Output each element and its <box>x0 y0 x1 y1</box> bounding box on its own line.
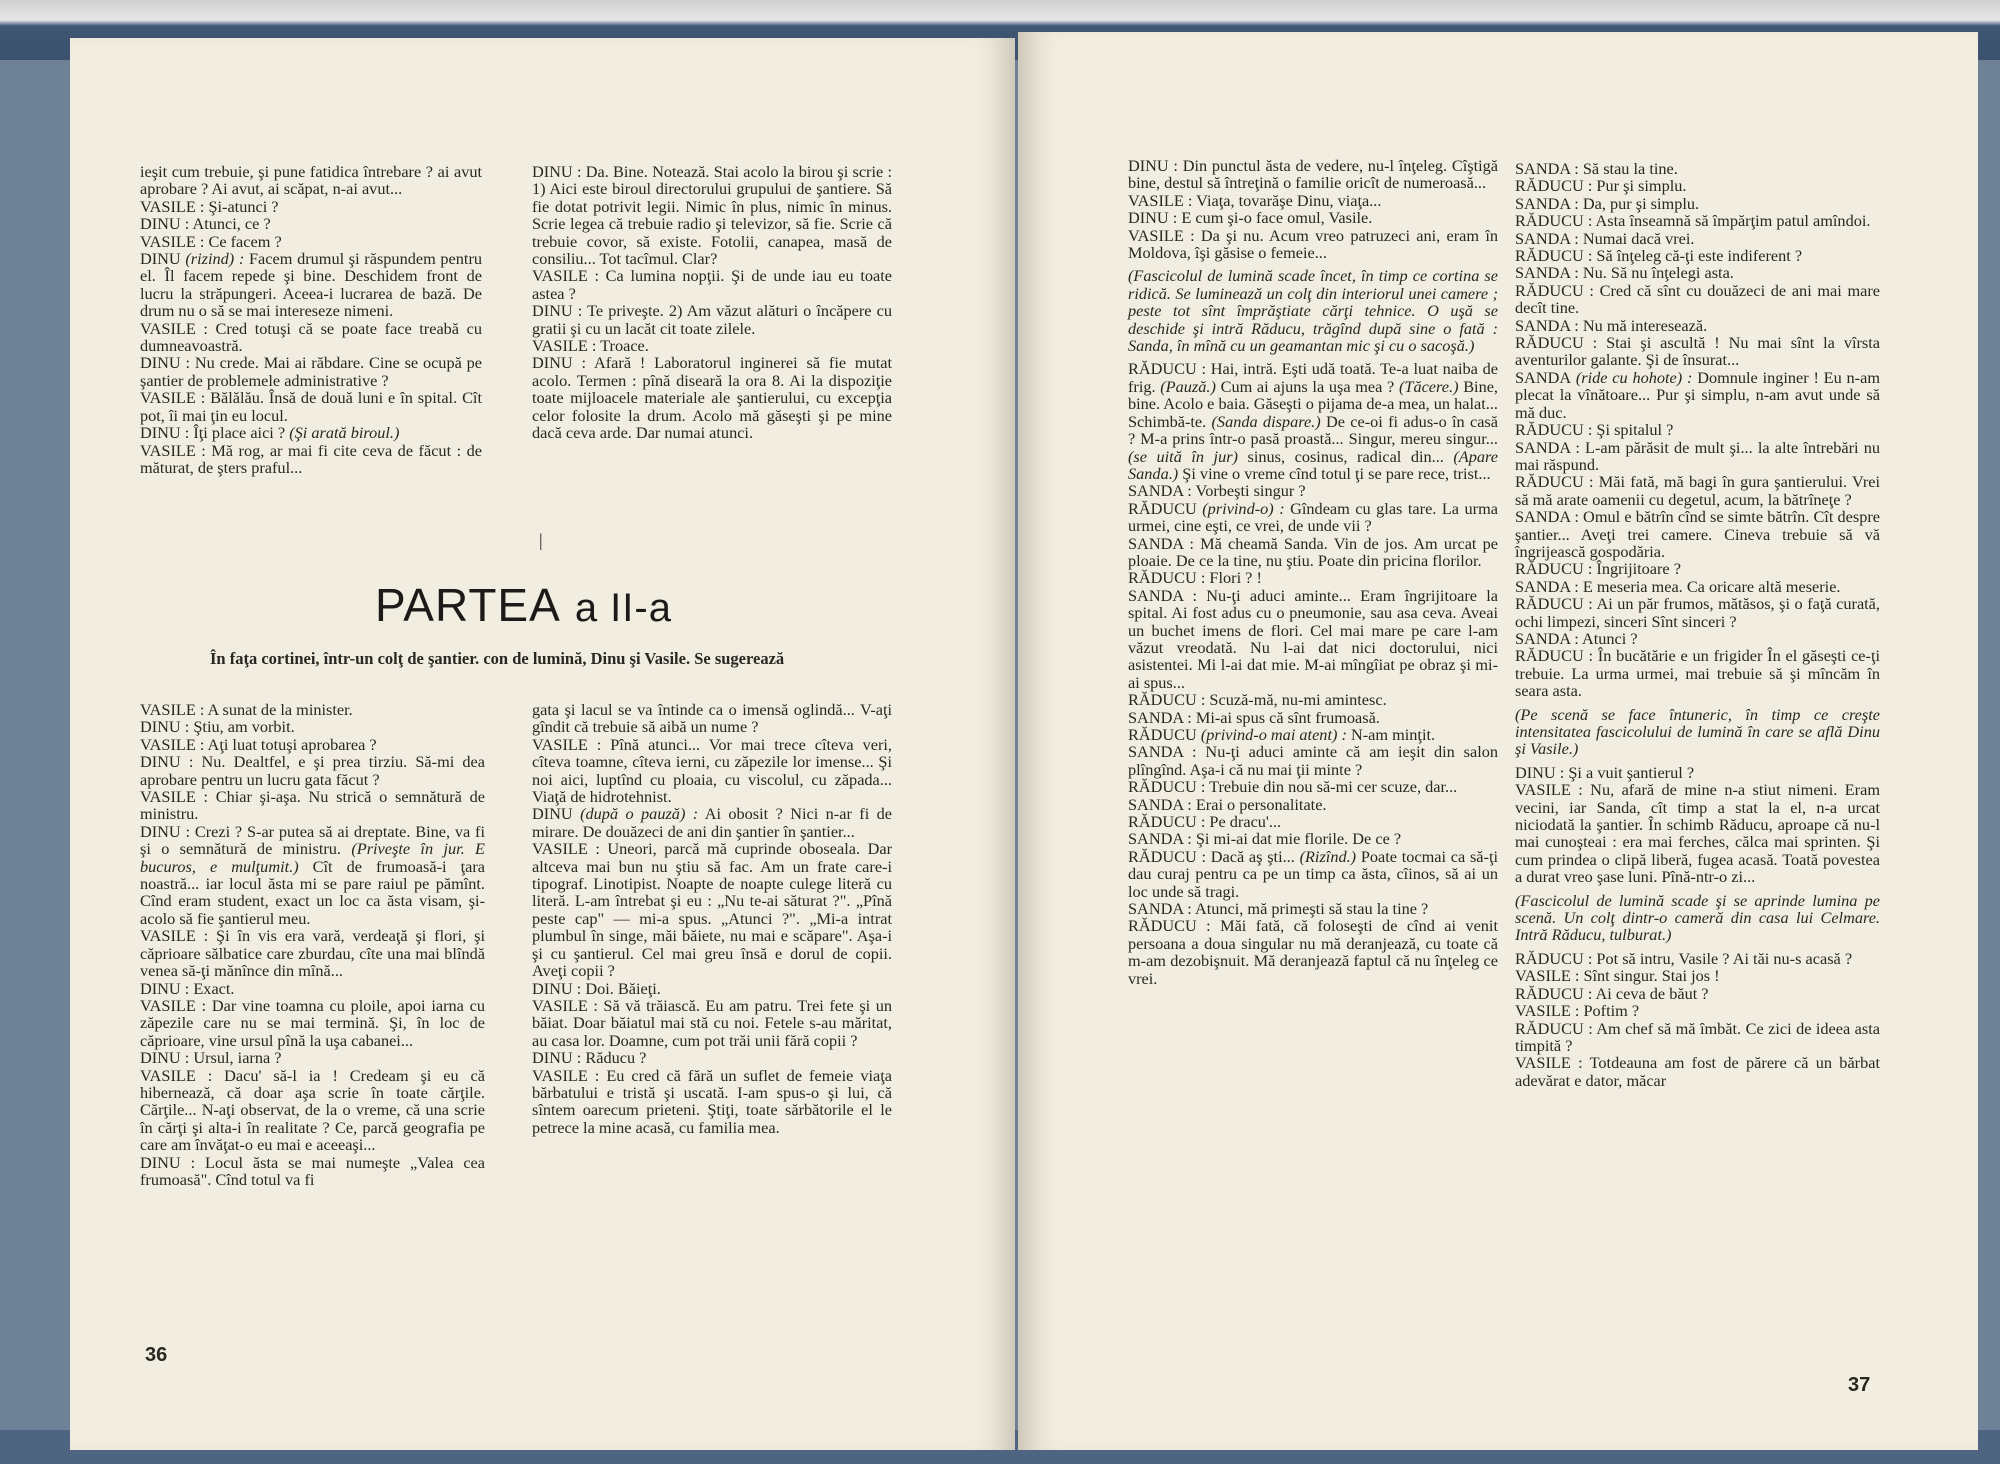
line-text: Te priveşte. 2) Am văzut alături o încăpere cu gratii şi cu un lacăt cit toate zilele. <box>532 301 892 338</box>
line-text: Atunci ? <box>1578 628 1638 648</box>
right-column-1 <box>1128 157 1498 987</box>
line-text: sinus, cosinus, radical din... <box>1237 446 1444 466</box>
dialogue-line <box>532 1067 892 1137</box>
speaker-name: VASILE : <box>140 388 206 408</box>
dialogue-line <box>140 424 482 441</box>
speaker-name: RĂDUCU : <box>1128 812 1206 832</box>
line-text: Vorbeşti singur ? <box>1191 481 1306 501</box>
speaker-name: VASILE : <box>140 700 205 719</box>
speaker-name: SANDA : <box>1128 829 1192 849</box>
speaker-name: VASILE : <box>532 1065 600 1085</box>
speaker-name: DINU : <box>140 423 190 443</box>
dialogue-line <box>1515 630 1880 647</box>
dialogue-line <box>1515 647 1880 699</box>
line-text: Ai un păr frumos, mătăsos, şi o faţă curată, ochi limpezi, sinceri Sînt sinceri ? <box>1515 594 1880 631</box>
line-text: Atunci, ce ? <box>189 214 271 234</box>
dialogue-line <box>1515 764 1880 781</box>
line-text: Cred că sînt cu douăzeci de ani mai mare decît tine. <box>1515 280 1880 318</box>
line-text: Crezi ? S-ar putea să ai dreptate. Bine, va fi şi o semnătură de ministru. <box>140 821 486 859</box>
line-text: Şi mi-ai dat mie florile. De ce ? <box>1191 829 1402 849</box>
speaker-name: RĂDUCU : <box>1515 333 1598 353</box>
dialogue-line <box>1128 900 1498 917</box>
speaker-name: SANDA <box>1515 367 1572 387</box>
line-text: A sunat de la minister. <box>204 700 353 719</box>
speaker-name: VASILE : <box>140 318 208 338</box>
line-text: Doi. Băieţi. <box>581 978 661 998</box>
left-column-lower-1 <box>140 701 485 1188</box>
dialogue-line <box>1515 177 1880 194</box>
speaker-name: DINU : <box>532 162 582 181</box>
dialogue-line <box>140 788 485 823</box>
dialogue-line <box>1515 985 1880 1002</box>
dialogue-line <box>1515 421 1880 438</box>
dialogue-line <box>1515 595 1880 630</box>
speaker-name: DINU <box>140 249 181 269</box>
line-text: Nu-ţi aduci aminte... Eram îngrijitoare la spital. Ai fost adus cu o pneumonie, sau asa ceva. Aveai un buchet imens de flori. Cel mai mare pe care l-am văzut vreodată. Nu l-ai dat nici doctorului, nici asistentei. Mi l-ai dat mie. M-ai mîngîiat pe obraz şi mi-ai spus... <box>1128 585 1498 692</box>
line-text: Nu crede. Mai ai răbdare. Cine se ocupă pe şantier de problemele administrative ? <box>140 353 483 390</box>
line-text: Nu, afară de mine n-a stiut nimeni. Eram vecini, iar Sanda, cît timp a stat la el, n-a urcat niciodată la şantier. În schimb Răducu, aproape că nu-l mai cunoşteai : era mai ferches, călca mai sprinten. Şi cum prindea o clipă liberă, fugea acasă. Toată povestea a durat vreo şase luni. Pînă-ntr-o zi... <box>1515 780 1880 887</box>
dialogue-line <box>532 805 892 840</box>
dialogue-line <box>532 163 892 267</box>
dialogue-line <box>1128 691 1498 708</box>
dialogue-line <box>1128 157 1498 192</box>
dialogue-line <box>1515 439 1880 474</box>
dialogue-line <box>140 997 485 1049</box>
dialogue-line <box>1515 1020 1880 1055</box>
dialogue-line <box>1128 192 1498 209</box>
dialogue-line <box>1515 264 1880 281</box>
dialogue-line <box>532 354 892 441</box>
dialogue-line <box>140 215 482 232</box>
dialogue-line <box>532 337 892 354</box>
line-text: Şi în vis era vară, verdeaţă şi flori, şi căprioare sălbatice care zburdau, cîte una mai blîndă venea să-ţi mănînce din mînă... <box>140 926 485 981</box>
speaker-direction: (privind-o mai atent) : <box>1196 725 1347 744</box>
line-text: Gîndeam cu glas tare. La urma urmei, cine eşti, ce vrei, de unde vii ? <box>1128 498 1498 536</box>
speaker-name: VASILE : <box>532 336 597 356</box>
dialogue-line <box>1515 212 1880 229</box>
inline-direction: (Tăcere.) <box>1394 376 1459 396</box>
dialogue-line <box>1128 778 1498 795</box>
line-text: Da, pur şi simplu. <box>1578 193 1700 213</box>
dialogue-line <box>532 736 892 806</box>
dialogue-line <box>1515 950 1880 967</box>
line-text: Scuză-mă, nu-mi amintesc. <box>1205 690 1387 710</box>
dialogue-line <box>532 980 892 997</box>
speaker-name: VASILE : <box>140 1065 213 1085</box>
speaker-name: SANDA : <box>1128 794 1192 814</box>
line-text: Pe dracu'... <box>1205 812 1282 832</box>
speaker-name: DINU : <box>140 821 191 841</box>
dialogue-line <box>1128 917 1498 987</box>
speaker-name: VASILE : <box>532 266 599 286</box>
dialogue-line <box>140 718 485 735</box>
line-text: Trebuie din nou să-mi cer scuze, dar... <box>1205 777 1458 797</box>
line-text: L-am părăsit de mult şi... la alte întrebări nu mai răspund. <box>1515 437 1881 474</box>
speaker-name: VASILE : <box>1515 1001 1580 1021</box>
speaker-name: RĂDUCU : <box>1515 948 1593 968</box>
part-title-number: a II-a <box>574 586 672 630</box>
part-title-word: PARTEA <box>375 579 561 631</box>
part-title <box>375 578 672 632</box>
speaker-name: DINU : <box>140 752 194 772</box>
dialogue-line <box>140 1154 485 1189</box>
line-text: Facem drumul şi răspundem pentru el. Îl facem repede şi bine. Deschidem front de lucru la străpungeri. Aceea-i lucrarea de bază. De drum nu o să se mai intereseze nimeni. <box>140 249 483 321</box>
line-text: Poftim ? <box>1579 1001 1640 1021</box>
line-text: Să stau la tine. <box>1578 159 1678 178</box>
speaker-name: DINU : <box>140 1152 196 1172</box>
speaker-name: SANDA : <box>1128 585 1197 605</box>
line-text: gata şi lacul se va întinde ca o imensă oglindă... V-aţi gîndit că trebuie să aibă un nume ? <box>532 700 892 737</box>
line-text: N-am minţit. <box>1346 725 1436 744</box>
dialogue-line <box>1515 473 1880 508</box>
speaker-name: RĂDUCU : <box>1128 916 1211 936</box>
dialogue-line <box>1128 500 1498 535</box>
speaker-name: RĂDUCU : <box>1515 983 1593 1003</box>
line-text: Erai o personalitate. <box>1191 794 1327 814</box>
dialogue-line <box>140 736 485 753</box>
left-page <box>70 38 1015 1450</box>
dialogue-line <box>140 1067 485 1154</box>
speaker-name: RĂDUCU : <box>1128 690 1206 710</box>
speaker-name: SANDA : <box>1515 507 1579 527</box>
line-text: Uneori, parcă mă cuprinde oboseala. Dar altceva mai bun nu ştiu să fac. Am un frate care-i tipograf. Linotipist. Noapte de noapte culege literă cu literă. L-am întrebat şi eu : „Nu te-ai săturat ?". „Pînă peste cap" — mi-a spus. „Atunci ?". „Mi-a intrat plumbul în singe, măi băiete, nu mai e scăpare". Aşa-i şi cu şantierul. Cel mai greu însă e dorul de copii. Aveţi copii ? <box>532 839 892 981</box>
line-text: Ursul, iarna ? <box>189 1048 282 1068</box>
dialogue-line <box>140 980 485 997</box>
speaker-name: SANDA : <box>1128 899 1192 919</box>
dialogue-line <box>140 320 482 355</box>
dialogue-line <box>1515 247 1880 264</box>
speaker-name: RĂDUCU <box>1128 725 1197 744</box>
speaker-name: DINU : <box>140 717 190 737</box>
line-text: Eu cred că fără un suflet de femeie viaţa bărbatului e tristă şi uscată. I-am spus-o şi lui, că sîntem oarecum prieteni. Ştiţi, toate sărbătorile el le petrece la mine acasă, cu familia mea. <box>532 1065 892 1137</box>
dialogue-line <box>1128 535 1498 570</box>
dialogue-line <box>532 997 892 1049</box>
line-text: Ca lumina nopţii. Şi de unde iau eu toate astea ? <box>532 266 892 303</box>
line-text: Cred totuşi că se poate face treabă cu dumneavoastră. <box>140 318 482 356</box>
dialogue-line <box>140 198 482 215</box>
line-text: Nu-ţi aduci aminte că am ieşit din salon plîngînd. Aşa-i că nu mai ţii minte ? <box>1128 742 1499 779</box>
line-text: Mi-ai spus că sînt frumoasă. <box>1191 707 1380 727</box>
speaker-name: DINU : <box>140 1048 190 1068</box>
dialogue-line <box>532 840 892 979</box>
speaker-name: VASILE : <box>1128 225 1195 245</box>
line-text: Domnule inginer ! Eu n-am plecat la vînătoare... Pur şi simplu, n-am avut unde să mă duc. <box>1515 367 1880 422</box>
speaker-name: RĂDUCU : <box>1128 568 1206 588</box>
speaker-name: DINU : <box>532 978 582 998</box>
dialogue-line <box>532 302 892 337</box>
inline-direction: (Priveşte în jur. E bucuros, e mulţumit.) <box>140 839 485 876</box>
line-text: Da. Bine. Notează. Stai acolo la birou şi scrie : 1) Aici este biroul directorului grupului de şantiere. Să fie dotat potrivit legii. Nimic în plus, nimic în minus. Scrie legea că trebuie radio şi televizor, să fie. Scrie că trebuie covor, să existe. Fotolii, canapea, masă de consiliu... Tot tacîmul. Clar? <box>532 162 892 269</box>
dialogue-line <box>140 233 482 250</box>
line-text: Bălălău. Însă de două luni e în spital. Cît pot, îi mai ţin eu locul. <box>140 388 482 425</box>
line-text: Flori ? ! <box>1205 568 1262 588</box>
dialogue-line <box>140 250 482 320</box>
dialogue-line <box>1128 848 1498 900</box>
speaker-name: VASILE : <box>140 787 209 807</box>
line-text: Mă rog, ar mai fi cite ceva de făcut : de măturat, de şters praful... <box>140 440 482 477</box>
speaker-name: RĂDUCU : <box>1515 280 1594 300</box>
line-text: Poate tocmai ca să-ţi dau curaj pentru ca pe un timp ca ăsta, cîinos, să ai un loc unde să tragi. <box>1128 846 1498 901</box>
line-text: Hai, intră. Eşti udă toată. Te-a luat naiba de frig. <box>1128 359 1498 396</box>
line-text: Măi fată, că foloseşti de cînd ai venit persoana a doua singular nu mă deranjează, cu toate că m-am dezobişnuit. Mă deranjează faptul că nu înţeleg ce vrei. <box>1128 916 1498 988</box>
dialogue-line <box>140 163 482 198</box>
right-column-2 <box>1515 160 1880 1089</box>
line-text: Troace. <box>596 336 649 356</box>
speaker-direction: (privind-o) : <box>1196 498 1285 518</box>
line-text: Ce facem ? <box>204 231 282 251</box>
dialogue-line <box>1515 578 1880 595</box>
dialogue-line <box>140 927 485 979</box>
line-text: E cum şi-o face omul, Vasile. <box>1177 208 1373 228</box>
stage-setting-main: În faţa cortinei, într-un colţ de şantier. <box>210 649 480 668</box>
line-text: Îngrijitoare ? <box>1592 559 1681 579</box>
page-number-left: 36 <box>145 1344 168 1366</box>
line-text: Şi-atunci ? <box>204 196 279 216</box>
inline-direction: (Apare Sanda.) <box>1128 446 1498 483</box>
dialogue-line <box>1128 360 1498 482</box>
speaker-name: SANDA : <box>1515 437 1580 457</box>
line-text: Sînt singur. Stai jos ! <box>1579 966 1720 986</box>
dialogue-line <box>1515 369 1880 421</box>
speaker-name: RĂDUCU : <box>1515 646 1594 666</box>
line-text: Răducu ? <box>581 1048 647 1068</box>
dialogue-line <box>140 823 485 927</box>
speaker-name: SANDA : <box>1128 481 1192 501</box>
dialogue-line <box>140 442 482 477</box>
line-text: Pot să intru, Vasile ? Ai tăi nu-s acasă ? <box>1592 948 1853 968</box>
dialogue-line <box>1515 560 1880 577</box>
line-text: Exact. <box>189 978 235 998</box>
line-text: În bucătărie e un frigider În el găseşti ce-ţi trebuie. La urma urmei, mai trebuie să şi mîncăm în seara asta. <box>1515 646 1880 701</box>
line-text: Nu. Să nu înţelegi asta. <box>1578 263 1734 283</box>
left-column-lower-2 <box>532 701 892 1136</box>
speaker-direction: (ride cu hohote) : <box>1571 367 1693 387</box>
dialogue-line <box>1128 743 1498 778</box>
speaker-name: DINU : <box>532 353 587 373</box>
dialogue-line <box>1128 482 1498 499</box>
line-text: Nu mă interesează. <box>1578 315 1708 335</box>
dialogue-line <box>1128 830 1498 847</box>
line-text: Ai obosit ? Nici n-ar fi de mirare. De douăzeci de ani din şantier în şantier... <box>532 804 892 841</box>
dialogue-line <box>532 267 892 302</box>
cursor-mark: | <box>539 530 543 550</box>
line-text: Să vă trăiască. Eu am patru. Trei fete şi un băiat. Doar băiatul mai stă cu noi. Fetele s-au măritat, au casa lor. Doamne, cum pot trăi unii fără copii ? <box>532 995 892 1050</box>
line-text: Dar vine toamna cu ploile, apoi iarna cu zăpezile care nu se mai termină. Şi, în loc de căprioare, vine ursul pînă la uşa cabanei... <box>140 995 485 1050</box>
line-text: Omul e bătrîn cînd se simte bătrîn. Cît despre şantier... Aveţi trei camere. Cineva trebuie să vă îngrijească gospodăria. <box>1515 507 1881 561</box>
speaker-name: RĂDUCU : <box>1515 472 1594 492</box>
dialogue-line <box>1128 796 1498 813</box>
page-number-right: 37 <box>1848 1374 1871 1396</box>
dialogue-line <box>1128 227 1498 262</box>
line-text: Atunci, mă primeşti să stau la tine ? <box>1191 899 1429 919</box>
speaker-name: SANDA : <box>1128 742 1197 762</box>
speaker-name: DINU : <box>1128 208 1178 228</box>
line-text: Totdeauna am fost de părere că un bărbat adevărat e dator, măcar <box>1515 1053 1880 1090</box>
speaker-name: RĂDUCU : <box>1515 1018 1593 1038</box>
line-text: Aţi luat totuşi aprobarea ? <box>204 734 377 754</box>
speaker-name: DINU : <box>140 978 190 998</box>
speaker-name: RĂDUCU : <box>1128 777 1206 797</box>
speaker-name: VASILE : <box>1515 1053 1583 1073</box>
line-text: De ce-oi fi adus-o în casă ? M-a prins într-o pasă proastă... Singur, mereu singur... <box>1128 411 1498 449</box>
line-text: Pînă atunci... Vor mai trece cîteva veri, cîteva toamne, cîteva ierni, cu zăpezile lor imense... Şi noi aici, luptînd cu ploaia, cu viscolul, cu zăpada... Viaţă de hidrotehnist. <box>532 734 892 807</box>
line-text: Nu. Dealtfel, e şi prea tirziu. Să-mi dea aprobare pentru un lucru gata făcut ? <box>140 752 486 789</box>
speaker-direction: (după o pauză) : <box>572 804 699 824</box>
line-text: Asta înseamnă să împărţim patul amîndoi. <box>1592 211 1871 231</box>
dialogue-line <box>140 1049 485 1066</box>
speaker-name: DINU : <box>532 1048 582 1068</box>
speaker-name: SANDA : <box>1515 159 1579 178</box>
speaker-name: VASILE : <box>532 734 602 754</box>
dialogue-line <box>140 354 482 389</box>
speaker-name: RĂDUCU : <box>1128 359 1206 379</box>
dialogue-line <box>1515 1002 1880 1019</box>
speaker-name: RĂDUCU : <box>1515 420 1593 440</box>
right-page <box>1018 32 1978 1450</box>
speaker-name: VASILE : <box>532 839 600 859</box>
dialogue-line <box>140 389 482 424</box>
line-text: Bine, bine. Acolo e baia. Găseşti o pijama de-a mea, un halat... Schimbă-te. <box>1128 376 1499 431</box>
speaker-name: SANDA : <box>1515 228 1579 248</box>
dialogue-line <box>140 701 485 718</box>
line-text: Cît de frumoasă-i ţara noastră... iar locul ăsta mi se pare raiul pe pămînt. Cînd eram student, exact un loc ca ăsta visam, şi-acolo să fie şantierul meu. <box>140 856 485 928</box>
stage-direction: (Fascicolul de lumină scade încet, în timp ce cortina se ridică. Se luminează un colţ din interiorul unei camere ; peste tot sînt împrăştiate cărţi tehnice. O uşă se deschide şi intră Răducu, trăgînd după sine o fată : Sanda, în mînă cu un geamantan mic şi cu o sacoşă.) <box>1128 266 1498 356</box>
speaker-name: VASILE : <box>532 995 598 1015</box>
inline-direction: (Şi arată biroul.) <box>285 423 400 443</box>
dialogue-line <box>1128 709 1498 726</box>
speaker-name: SANDA : <box>1128 707 1192 727</box>
dialogue-line <box>532 701 892 736</box>
line-text: Cum ai ajuns la uşa mea ? <box>1215 376 1395 396</box>
line-text: Şi spitalul ? <box>1592 420 1674 440</box>
dialogue-line <box>1515 230 1880 247</box>
inline-direction: (Sanda dispare.) <box>1206 411 1321 431</box>
dialogue-line <box>140 753 485 788</box>
line-text: Ştiu, am vorbit. <box>189 717 295 737</box>
dialogue-line <box>1515 282 1880 317</box>
dialogue-line <box>1515 508 1880 560</box>
line-text: Să înţeleg că-ţi este indiferent ? <box>1592 246 1803 266</box>
line-text: Şi vine o vreme cînd totul ţi se pare rece, trist... <box>1178 463 1491 483</box>
speaker-name: VASILE : <box>140 995 207 1015</box>
speaker-name: VASILE : <box>1128 190 1193 210</box>
speaker-name: DINU : <box>1128 156 1178 175</box>
line-text: Chiar şi-aşa. Nu strică o semnătură de ministru. <box>140 787 485 824</box>
dialogue-line <box>1515 967 1880 984</box>
line-text: Îţi place aici ? <box>189 423 286 443</box>
speaker-name: VASILE : <box>140 734 205 754</box>
speaker-name: SANDA : <box>1515 315 1579 335</box>
speaker-name: DINU : <box>532 301 583 321</box>
line-text: Am chef să mă îmbăt. Ce zici de ideea asta timpită ? <box>1515 1018 1880 1055</box>
speaker-name: RĂDUCU <box>1128 498 1197 518</box>
speaker-name: SANDA : <box>1515 263 1579 283</box>
line-text: Da şi nu. Acum vreo patruzeci ani, eram în Moldova, îşi găsise o femeie... <box>1128 225 1498 263</box>
line-text: Dacu' să-l ia ! Credeam şi eu că hibernează, că doar aşa scrie în toate cărţile. Cărţile... N-aţi observat, de la o vreme, că una scrie în cărţi şi alta-i în realitate ? Ce, parcă geografia pe care am învăţat-o eu mai e aceeaşi... <box>140 1065 485 1155</box>
left-column-upper-2 <box>532 163 892 442</box>
inline-direction: (Rizînd.) <box>1294 846 1357 866</box>
speaker-name: VASILE : <box>140 231 205 251</box>
speaker-name: VASILE : <box>140 926 209 946</box>
dialogue-line <box>1515 1054 1880 1089</box>
line-text: Pur şi simplu. <box>1592 176 1687 196</box>
dialogue-line <box>1128 209 1498 226</box>
speaker-name: SANDA : <box>1515 576 1579 596</box>
speaker-name: VASILE : <box>1515 966 1580 986</box>
line-text: Ai ceva de băut ? <box>1592 983 1709 1003</box>
inline-direction: (se uită în jur) <box>1128 446 1238 466</box>
dialogue-line <box>1128 587 1498 691</box>
dialogue-line <box>532 1049 892 1066</box>
speaker-name: SANDA : <box>1515 193 1579 213</box>
line-text: Şi a vuit şantierul ? <box>1564 762 1695 782</box>
inline-direction: (Pauză.) <box>1155 376 1216 396</box>
speaker-name: RĂDUCU : <box>1515 211 1593 231</box>
line-text: Mă cheamă Sanda. Vin de jos. Am urcat pe ploaie. De ce la tine, nu ştiu. Poate din pricina florilor. <box>1128 533 1499 570</box>
dialogue-line <box>1515 781 1880 885</box>
speaker-name: RĂDUCU : <box>1515 176 1593 196</box>
speaker-name: VASILE : <box>140 196 205 216</box>
speaker-name: SANDA : <box>1128 533 1194 553</box>
line-text: Numai dacă vrei. <box>1578 228 1695 248</box>
speaker-name: DINU <box>532 804 573 824</box>
speaker-name: DINU : <box>140 353 191 373</box>
speaker-name: VASILE : <box>1515 780 1583 800</box>
line-text: Dacă aş şti... <box>1206 846 1295 866</box>
speaker-name: DINU : <box>140 214 190 234</box>
speaker-name: RĂDUCU : <box>1515 594 1593 614</box>
dialogue-line <box>1128 813 1498 830</box>
speaker-name: DINU : <box>1515 762 1565 782</box>
line-text: Viaţa, tovarăşe Dinu, viaţa... <box>1192 190 1382 210</box>
speaker-direction: (rizind) : <box>180 249 245 269</box>
line-text: Măi fată, mă bagi în gura şantierului. Vrei să mă arate oamenii cu degetul, acum, la bătrîneţe ? <box>1515 472 1880 509</box>
stage-setting-text <box>210 650 970 668</box>
dialogue-line <box>1515 195 1880 212</box>
speaker-name: RĂDUCU : <box>1515 246 1593 266</box>
line-text: Stai şi ascultă ! Nu mai sînt la vîrsta aventurilor galante. Şi de însurat... <box>1515 333 1880 370</box>
stage-direction: (Fascicolul de lumină scade şi se aprinde lumina pe scenă. Un colţ dintr-o cameră din casa lui Celmare. Intră Răducu, tulburat.) <box>1515 890 1880 945</box>
line-text: Locul ăsta se mai numeşte „Valea cea frumoasă". Cînd totul va fi <box>140 1152 485 1189</box>
speaker-name: VASILE : <box>140 440 206 460</box>
speaker-name: SANDA : <box>1515 628 1579 648</box>
dialogue-line <box>1128 726 1498 743</box>
stage-setting-continued: con de lumină, Dinu şi Vasile. Se sugerează <box>483 649 785 668</box>
left-column-upper-1 <box>140 163 482 476</box>
dialogue-line <box>1515 160 1880 177</box>
speaker-name: RĂDUCU : <box>1515 559 1593 579</box>
speaker-name: RĂDUCU : <box>1128 846 1207 866</box>
dialogue-line <box>1515 334 1880 369</box>
dialogue-line <box>1515 317 1880 334</box>
stage-direction: (Pe scenă se face întuneric, în timp ce creşte intensitatea fascicolului de lumină în care se află Dinu şi Vasile.) <box>1515 704 1880 759</box>
line-text: E meseria mea. Ca oricare altă meserie. <box>1578 576 1841 596</box>
line-text: Din punctul ăsta de vedere, nu-l înţeleg. Cîştigă bine, destul să întreţină o familie oricît de numeroasă... <box>1128 156 1499 193</box>
line-text: Afară ! Laboratorul inginerei să fie mutat acolo. Termen : pînă diseară la ora 8. Ai la dispoziţie toate mijloacele materiale ale şantierului, cu excepţia celor folosite la drum. Acolo mă găseşti şi pe mine dacă ceva arde. Dar numai atunci. <box>532 353 892 443</box>
line-text: ieşit cum trebuie, şi pune fatidica întrebare ? ai avut aprobare ? Ai avut, ai scăpat, n-ai avut... <box>140 162 482 199</box>
dialogue-line <box>1128 569 1498 586</box>
